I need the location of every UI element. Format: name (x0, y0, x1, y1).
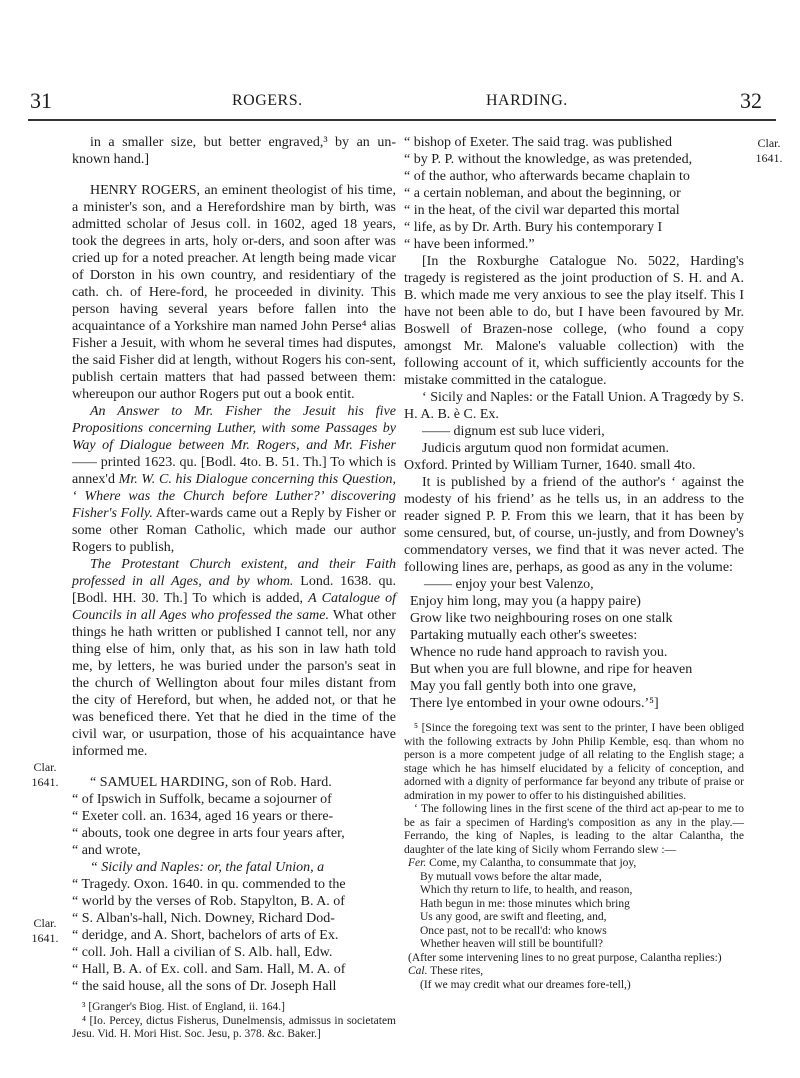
verse-line: May you fall gently both into one grave, (410, 679, 637, 694)
footnote-3: ³ [Granger's Biog. Hist. of England, ii. 164.] (82, 1001, 285, 1013)
speech-line: By mutuall vows before the altar made, (420, 870, 602, 883)
margin-note-left-2: Clar. 1641. (31, 916, 59, 945)
verse-block (404, 576, 744, 712)
speech-line: Come, my Calantha, to consummate that joy, (429, 857, 637, 869)
left-column (72, 134, 396, 1042)
quote-line: “ abouts, took one degree in arts four years after, (72, 826, 345, 841)
speaker-cal: Cal. (408, 965, 428, 977)
answer-imprint: printed 1623. qu. [Bodl. 4to. B. 51. Th.] To which is annex'd (72, 455, 397, 487)
quote-line: “ world by the verses of Rob. Stapylton, B. A. of (72, 894, 345, 909)
header-rule (28, 119, 776, 121)
protestant-title: The Protestant Church existent, and their Faith professed in all Ages, and by whom. (72, 557, 396, 589)
harding-quote (72, 774, 396, 995)
catalogue-title: A Catalogue of Councils in all Ages who professed the same. (72, 591, 397, 623)
quote-line: “ in the heat, of the civil war departed this mortal (404, 203, 680, 218)
quote-line: “ Sicily and Naples: or, the fatal Union, a (90, 860, 325, 875)
verse-line: There lye entombed in your owne odours.’⁵] (410, 696, 659, 711)
speech-line: Once past, not to be recall'd: who knows (420, 924, 607, 937)
verse-line: Enjoy him long, may you (a happy paire) (410, 594, 641, 609)
verse-line: Grow like two neighbouring roses on one stalk (410, 611, 673, 626)
answer-entry (72, 403, 396, 556)
answer-after: After-wards came out a Reply by Fisher or some other Roman Catholic, which made our author Rogers to publish, (72, 506, 396, 555)
intro-text: in a smaller size, but better engraved,³ by an un-known hand.] (72, 135, 396, 167)
verse-line: But when you are full blowne, and ripe for heaven (410, 662, 693, 677)
quote-line: “ SAMUEL HARDING, son of Rob. Hard. (90, 775, 332, 790)
roxburghe-paragraph: [In the Roxburghe Catalogue No. 5022, Harding's tragedy is registered as the joint production of S. H. and A. B. which made me very anxious to see the play itself. This I have not been able to do, but I have been favoured by Mr. Boswell of Brazen-nose college, (who found a copy amongst Mr. Malone's valuable collection) with the following account of it, which sufficiently accounts for the mistake committed in the catalogue. (404, 254, 744, 388)
quote-line: “ of the author, who afterwards became chaplain to (404, 169, 690, 184)
quote-line: “ coll. Joh. Hall a civilian of S. Alb. hall, Edw. (72, 945, 333, 960)
cal-speech (404, 965, 744, 992)
latin-motto-2: Judicis argutum quod non formidat acumen. (422, 441, 670, 456)
speaker-fer: Fer. (408, 857, 427, 869)
fer-speech (404, 857, 744, 952)
quote-line: “ by P. P. without the knowledge, as was pretended, (404, 152, 693, 167)
left-page-number: 31 (30, 88, 52, 113)
sicily-title: ‘ Sicily and Naples: or the Fatall Union. A Tragœdy by S. H. A. B. è C. Ex. (404, 390, 744, 422)
rogers-biography: HENRY ROGERS, an eminent theologist of his time, a minister's son, and a Herefordshire man by birth, was admitted scholar of Jesus coll. in 1602, aged 18 years, took the degrees in arts, holy or-ders, and soon after was cried up for a noted preacher. At length being made vicar of Dorston in his own country, and residentiary of the cath. ch. of Here-ford, he proceeded in divinity. This person having several years before fallen into the acquaintance of a Yorkshire man named John Perse⁴ alias Fisher a Jesuit, with whom he several times had disputes, the said Fisher did at length, without Rogers his con-sent, publish certain matters that had passed between them: whereupon our author Rogers put out a book entit. (72, 183, 396, 402)
right-column (404, 134, 744, 992)
verse-line: Partaking mutually each other's sweetes: (410, 628, 638, 643)
quote-line: “ Hall, B. A. of Ex. coll. and Sam. Hall, M. A. of (72, 962, 346, 977)
protestant-entry (72, 556, 396, 760)
quote-line: “ bishop of Exeter. The said trag. was published (404, 135, 673, 150)
quote-line: “ and wrote, (72, 843, 141, 858)
margin-note-right-1: Clar. 1641. (755, 136, 783, 165)
quote-line: “ life, as by Dr. Arth. Bury his contemporary I (404, 220, 663, 235)
quote-line: “ the said house, all the sons of Dr. Joseph Hall (72, 979, 337, 994)
verse-line: —— enjoy your best Valenzo, (424, 577, 594, 592)
latin-motto-1: —— dignum est sub luce videri, (422, 424, 605, 439)
footnote-4: ⁴ [Io. Percey, dictus Fisherus, Dunelmensis, admissus in societatem Jesu. Vid. H. Mori Hist. Soc. Jesu, p. 378. &c. Baker.] (72, 1014, 396, 1040)
quote-line: “ of Ipswich in Suffolk, became a sojourner of (72, 792, 332, 807)
quote-line: “ deridge, and A. Short, bachelors of arts of Ex. (72, 928, 339, 943)
harding-quote-continued (404, 134, 744, 253)
speech-line: Hath begun in me: those minutes which bring (420, 897, 630, 910)
speech-line: (If we may credit what our dreames fore-tell,) (420, 978, 631, 991)
footnote-5-continued: ‘ The following lines in the first scene of the third act ap-pear to me to be as fair a specimen of Harding's composition as any in the play.—Ferrando, the king of Naples, is leading to the altar Calantha, the daughter of the late king of Sicily whom Ferrando slew :— (404, 803, 744, 856)
speech-line: Whether heaven will still be bountifull? (420, 938, 603, 950)
published-paragraph: It is published by a friend of the author's ‘ against the modesty of his friend’ as he tells us, in an address to the reader signed P. P. From this we learn, that it has been by some censured, but, of course, un-justly, and from Downey's commendatory verses, we find that it was never acted. The following lines are, perhaps, as good as any in the volume: (404, 475, 744, 575)
speech-line: Which thy return to life, to health, and reason, (420, 884, 633, 896)
right-page-number: 32 (740, 88, 762, 113)
quote-line: “ have been informed.” (404, 237, 535, 252)
quote-line: “ a certain nobleman, and about the beginning, or (404, 186, 681, 201)
quote-line: “ Exeter coll. an. 1634, aged 16 years or there- (72, 809, 334, 824)
printed-line: Oxford. Printed by William Turner, 1640. small 4to. (404, 458, 696, 473)
quote-line: “ Tragedy. Oxon. 1640. in qu. commended to the (72, 877, 346, 892)
protestant-after: What other things he hath written or published I cannot tell, nor any thing else of him, only that, as his son in law hath told me, by letters, he was buried under the parson's seat in the church of Wellington about four miles distant from the city of Hereford, but when, he added not, or that he was beneficed there. Yet that he died in the time of the civil war, or usurpation, those of his acquaintance have informed me. (72, 608, 397, 759)
answer-title: An Answer to Mr. Fisher the Jesuit his five Propositions concerning Luther, with some Passages by Way of Dialogue between Mr. Rogers, and Mr. Fisher—— (72, 404, 396, 470)
stage-note: (After some intervening lines to no great purpose, Calantha replies:) (408, 951, 722, 964)
speech-line: Us any good, are swift and fleeting, and, (420, 911, 607, 923)
left-running-head: ROGERS. (232, 92, 303, 109)
speech-line: These rites, (430, 965, 484, 977)
margin-note-left-1: Clar. 1641. (31, 760, 59, 789)
dialogue-title: Mr. W. C. his Dialogue concerning this Question, ‘ Where was the Church before Luther?’ discovering Fisher's Folly. (72, 472, 396, 521)
verse-line: Whence no rude hand approach to ravish you. (410, 645, 668, 660)
footnote-5: ⁵ [Since the foregoing text was sent to the printer, I have been obliged with the following extracts by John Philip Kemble, esq. than whom no person is a more competent judge of all relating to the English stage; a stage which he has himself elucidated by a felicity of conception, and adorned with a dignity of performance far beyond any tribute of praise or admiration in my power to offer to his distinguished abilities. (404, 722, 744, 802)
right-running-head: HARDING. (486, 92, 568, 109)
quote-line: “ S. Alban's-hall, Nich. Downey, Richard Dod- (72, 911, 335, 926)
protestant-imprint: Lond. 1638. qu. [Bodl. HH. 30. Th.] To which is added, (72, 574, 396, 606)
